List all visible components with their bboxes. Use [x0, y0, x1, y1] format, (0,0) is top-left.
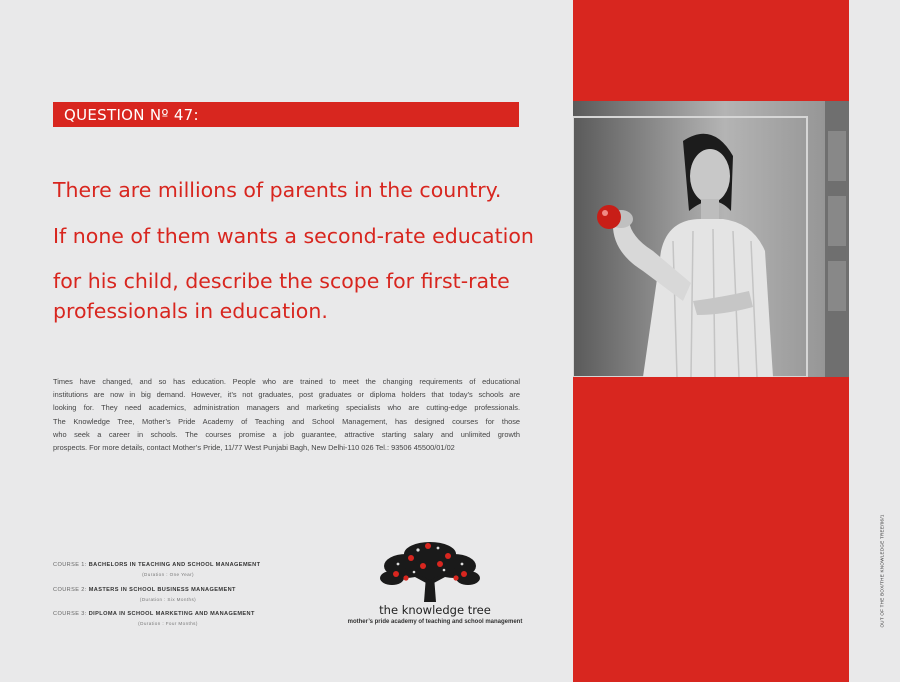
teacher-with-apple-image [573, 101, 849, 377]
course-item [53, 611, 283, 626]
headline-line: for his child, describe the scope for first-rate [53, 269, 510, 293]
course-duration: (Duration : Six Months) [139, 597, 197, 602]
body-line: looking for. They need academics, administration managers and marketing specialists who are cutting-edge professionals. [53, 403, 520, 413]
course-name: BACHELORS IN TEACHING AND SCHOOL MANAGEMENT [88, 562, 261, 568]
headline-line: There are millions of parents in the country. [53, 178, 502, 202]
knowledge-tree-logo [340, 540, 530, 630]
body-copy [53, 375, 520, 454]
course-number: COURSE 2: [53, 587, 87, 593]
course-number: COURSE 1: [53, 562, 87, 568]
logo-name: the knowledge tree [379, 603, 491, 617]
course-duration: (Duration : One Year) [142, 572, 194, 577]
headline-line: professionals in education. [53, 299, 328, 323]
course-duration: (Duration : Four Months) [138, 621, 198, 626]
course-number: COURSE 3: [53, 611, 87, 617]
side-note-text: OUT OF THE BOX/THE KNOWLEDGE TREE/06/1 [879, 514, 885, 628]
teacher-photo [573, 101, 849, 377]
question-label: QUESTION Nº 47: [64, 106, 199, 124]
body-line: prospects. For more details, contact Mother’s Pride, 11/77 West Punjabi Bagh, New Delhi-110 026 Tel.: 93506 45500/01/02 [53, 443, 455, 453]
side-note [877, 514, 885, 630]
course-name: DIPLOMA IN SCHOOL MARKETING AND MANAGEMENT [88, 611, 255, 617]
body-line: institutions are now in big demand. However, it’s not graduates, post graduates or diploma holders that today’s schools are [53, 390, 520, 400]
course-item [53, 562, 283, 577]
body-line: Times have changed, and so has education. People who are trained to meet the changing requirements of educational [53, 377, 520, 386]
body-line: The Knowledge Tree, Mother’s Pride Academy of Teaching and School Management, has designed courses for those [53, 416, 520, 426]
question-banner [53, 102, 519, 127]
headline-line: If none of them wants a second-rate education [53, 224, 534, 248]
course-item [53, 587, 283, 602]
tree-with-apples-icon [378, 540, 482, 602]
course-name: MASTERS IN SCHOOL BUSINESS MANAGEMENT [88, 587, 236, 593]
logo-tagline: mother’s pride academy of teaching and school management [347, 619, 523, 625]
body-line: who seek a career in schools. The courses promise a job guarantee, attractive starting salary and unlimited growth [53, 429, 520, 439]
